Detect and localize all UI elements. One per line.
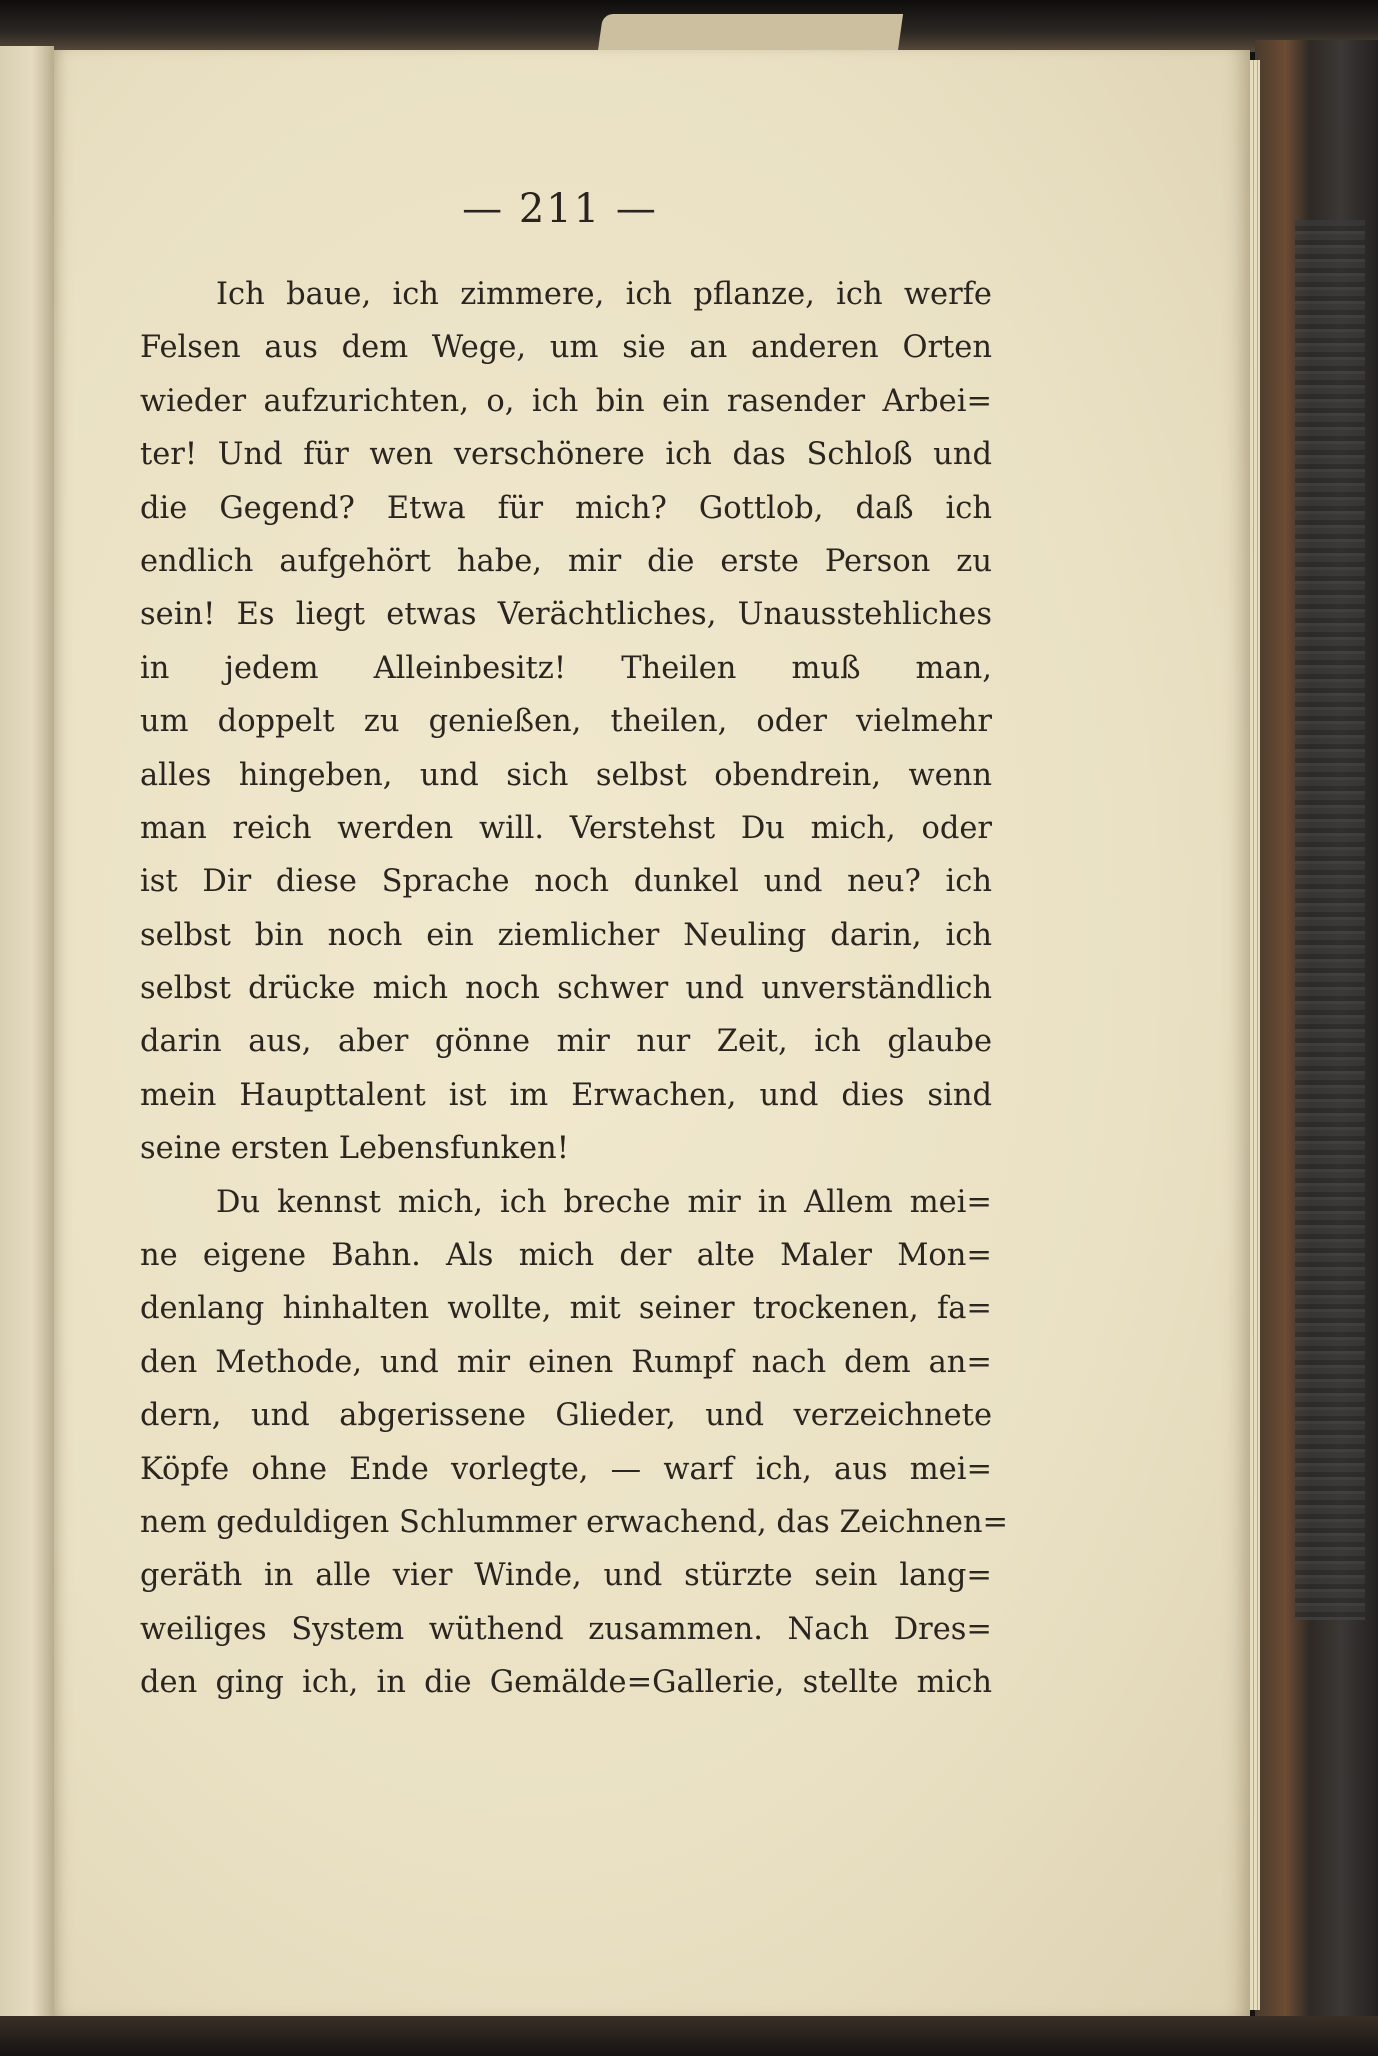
text-line: sein! Es liegt etwas Verächtliches, Unausstehliches <box>140 597 992 633</box>
text-line: seine ersten Lebensfunken! <box>140 1131 569 1167</box>
page-number: — 211 — <box>462 186 658 232</box>
text-line: selbst drücke mich noch schwer und unverständlich <box>140 971 992 1007</box>
text-line: endlich aufgehört habe, mir die erste Person zu <box>140 543 992 579</box>
text-line: alles hingeben, und sich selbst obendrein, wenn <box>140 757 992 793</box>
text-line: nem geduldigen Schlummer erwachend, das Zeichnen= <box>140 1504 1009 1540</box>
text-line: mein Haupttalent ist im Erwachen, und dies sind <box>140 1077 992 1113</box>
text-line: denlang hinhalten wollte, mit seiner trockenen, fa= <box>140 1291 992 1327</box>
text-line: ne eigene Bahn. Als mich der alte Maler Mon= <box>140 1238 992 1274</box>
text-line: wieder aufzurichten, o, ich bin ein rasender Arbei= <box>140 383 992 419</box>
text-line: weiliges System wüthend zusammen. Nach Dres= <box>140 1611 992 1647</box>
text-line: ist Dir diese Sprache noch dunkel und neu? ich <box>140 864 992 900</box>
text-line: man reich werden will. Verstehst Du mich, oder <box>140 810 992 846</box>
text-line: in jedem Alleinbesitz! Theilen muß man, <box>140 650 992 686</box>
book-cover-bottom <box>0 2016 1378 2056</box>
previous-page-edge <box>0 46 54 2021</box>
text-line: den ging ich, in die Gemälde=Gallerie, stellte mich <box>140 1665 992 1701</box>
text-line: selbst bin noch ein ziemlicher Neuling darin, ich <box>140 917 992 953</box>
text-line: Felsen aus dem Wege, um sie an anderen Orten <box>140 330 992 366</box>
text-line: Du kennst mich, ich breche mir in Allem mei= <box>216 1184 992 1220</box>
text-line: darin aus, aber gönne mir nur Zeit, ich glaube <box>140 1024 992 1060</box>
book-binding <box>1255 40 1378 2030</box>
body-text <box>140 268 1009 1710</box>
text-line: Köpfe ohne Ende vorlegte, — warf ich, aus mei= <box>140 1451 992 1487</box>
text-line: den Methode, und mir einen Rumpf nach dem an= <box>140 1344 992 1380</box>
text-line: Ich baue, ich zimmere, ich pflanze, ich werfe <box>216 277 992 312</box>
text-line: dern, und abgerissene Glieder, und verzeichnete <box>140 1398 992 1434</box>
text-line: die Gegend? Etwa für mich? Gottlob, daß ich <box>140 490 992 526</box>
text-line: ter! Und für wen verschönere ich das Schloß und <box>140 437 992 473</box>
text-line: geräth in alle vier Winde, und stürzte sein lang= <box>140 1558 992 1594</box>
text-line: um doppelt zu genießen, theilen, oder vielmehr <box>140 704 992 740</box>
